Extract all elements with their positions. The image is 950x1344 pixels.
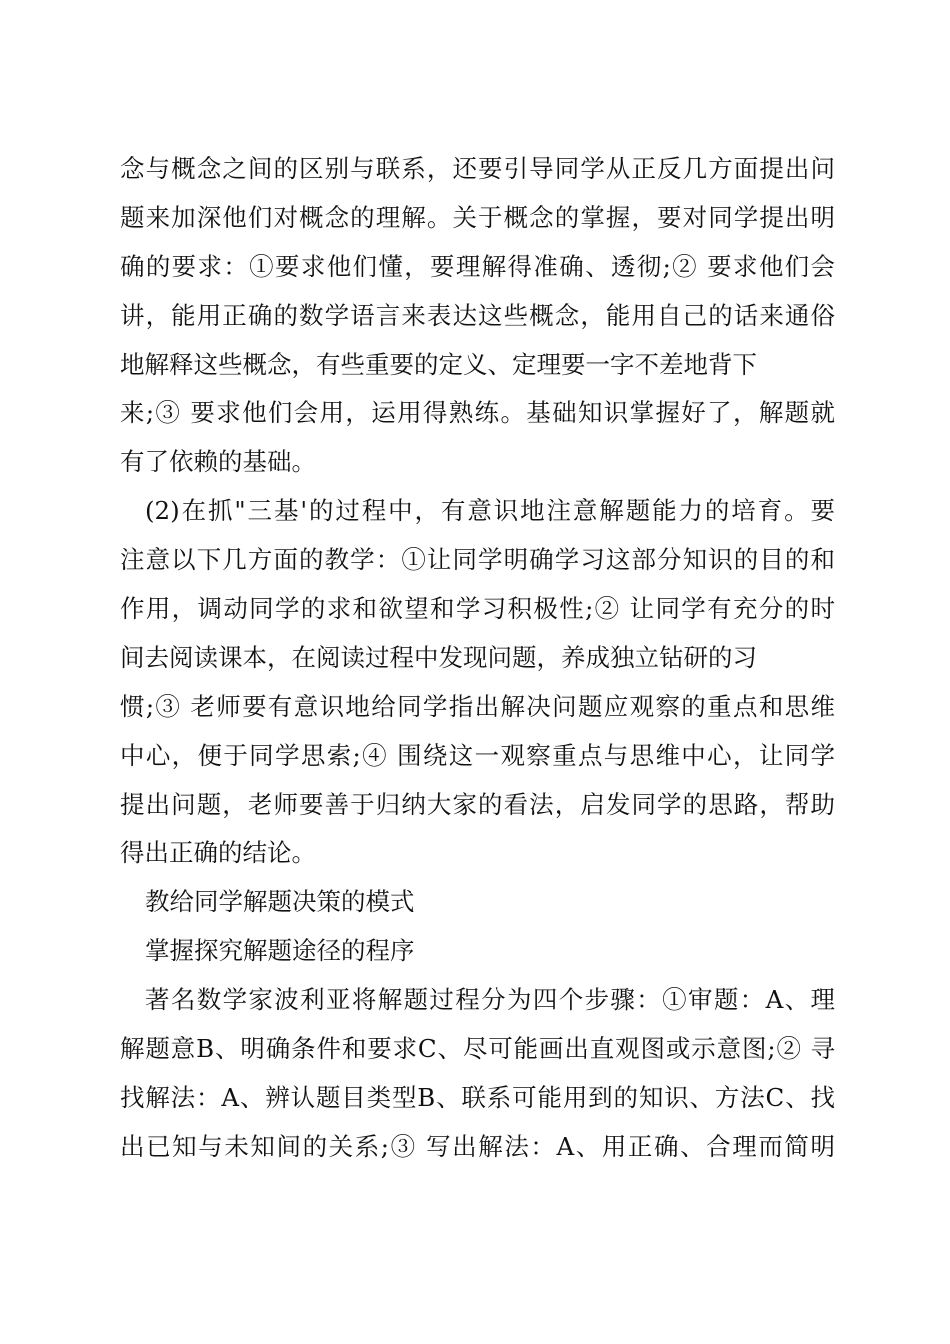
- section-heading: 掌握探究解题途径的程序: [145, 936, 415, 966]
- text-line: 作用，调动同学的求和欲望和学习积极性;② 让同学有充分的时: [120, 594, 835, 624]
- text-line: 地解释这些概念，有些重要的定义、定理要一字不差地背下: [120, 349, 757, 379]
- text-line: 提出问题，老师要善于归纳大家的看法，启发同学的思路，帮助: [120, 789, 835, 819]
- text-line: 来;③ 要求他们会用，运用得熟练。基础知识掌握好了，解题就: [120, 398, 835, 428]
- text-line: 题来加深他们对概念的理解。关于概念的掌握，要对同学提出明: [120, 202, 835, 232]
- text-line: 出已知与未知间的关系;③ 写出解法：A、用正确、合理而简明: [120, 1131, 835, 1161]
- text-line: 注意以下几方面的教学：①让同学明确学习这部分知识的目的和: [120, 545, 835, 575]
- text-line: 惯;③ 老师要有意识地给同学指出解决问题应观察的重点和思维: [120, 691, 835, 721]
- text-line: (2)在抓"三基'的过程中，有意识地注意解题能力的培育。要: [145, 496, 835, 526]
- text-line: 念与概念之间的区别与联系，还要引导同学从正反几方面提出问: [120, 154, 835, 183]
- text-line: 有了依赖的基础。: [120, 447, 316, 477]
- text-line: 确的要求：①要求他们懂，要理解得准确、透彻;② 要求他们会: [120, 251, 835, 281]
- text-line: 讲，能用正确的数学语言来表达这些概念，能用自己的话来通俗: [120, 300, 835, 330]
- text-line: 著名数学家波利亚将解题过程分为四个步骤：①审题：A、理: [145, 985, 835, 1015]
- text-line: 得出正确的结论。: [120, 838, 316, 868]
- text-line: 找解法：A、辨认题目类型B、联系可能用到的知识、方法C、找: [120, 1082, 835, 1112]
- text-line: 中心，便于同学思索;④ 围绕这一观察重点与思维中心，让同学: [120, 740, 835, 770]
- body-text: [120, 145, 835, 1172]
- section-heading: 教给同学解题决策的模式: [145, 887, 415, 917]
- text-line: 解题意B、明确条件和要求C、尽可能画出直观图或示意图;② 寻: [120, 1034, 835, 1064]
- text-line: 间去阅读课本，在阅读过程中发现问题，养成独立钻研的习: [120, 642, 757, 672]
